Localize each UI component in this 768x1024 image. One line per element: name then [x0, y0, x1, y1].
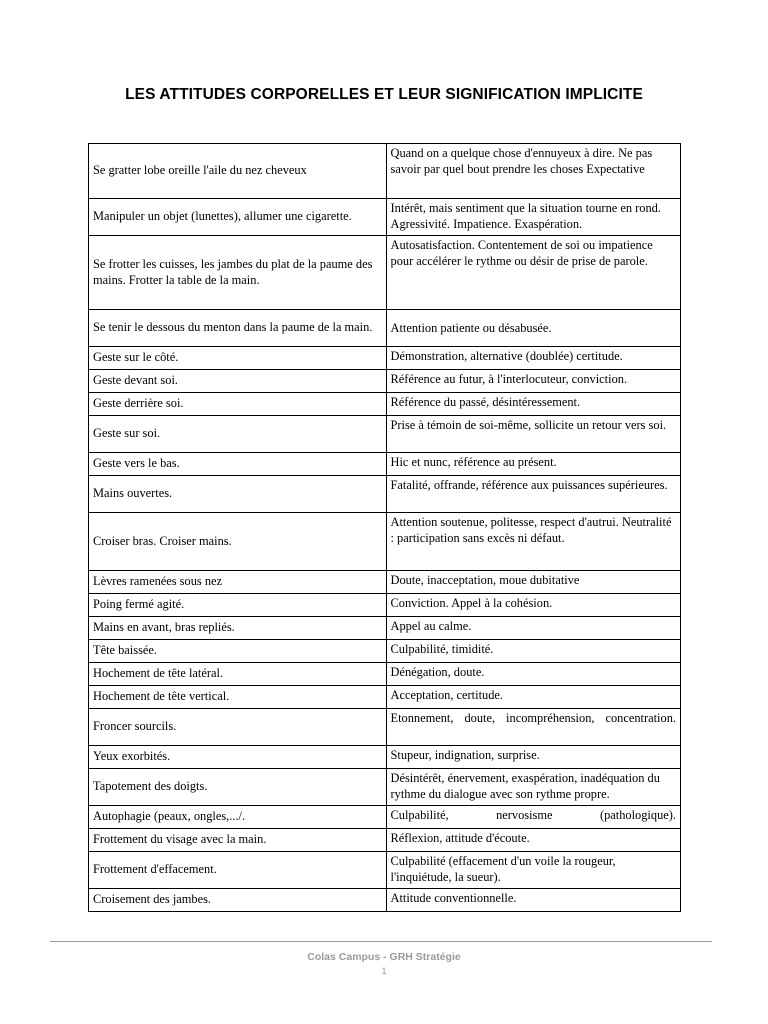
signification-cell: Doute, inacceptation, moue dubitative [386, 571, 681, 594]
attitude-cell: Frottement d'effacement. [89, 852, 387, 889]
signification-cell: Conviction. Appel à la cohésion. [386, 594, 681, 617]
signification-cell: Acceptation, certitude. [386, 686, 681, 709]
attitude-cell: Froncer sourcils. [89, 709, 387, 746]
attitude-cell: Autophagie (peaux, ongles,.../. [89, 806, 387, 829]
signification-cell: Stupeur, indignation, surprise. [386, 746, 681, 769]
signification-cell: Référence du passé, désintéressement. [386, 393, 681, 416]
attitude-cell: Tapotement des doigts. [89, 769, 387, 806]
signification-cell: Intérêt, mais sentiment que la situation tourne en rond. Agressivité. Impatience. Exaspération. [386, 199, 681, 236]
attitude-cell: Croiser bras. Croiser mains. [89, 513, 387, 571]
signification-cell: Quand on a quelque chose d'ennuyeux à dire. Ne pas savoir par quel bout prendre les choses Expectative [386, 144, 681, 199]
signification-cell: Appel au calme. [386, 617, 681, 640]
signification-cell: Autosatisfaction. Contentement de soi ou impatience pour accélérer le rythme ou désir de prise de parole. [386, 236, 681, 310]
signification-cell: Dénégation, doute. [386, 663, 681, 686]
table-row [89, 663, 681, 686]
attitude-cell: Hochement de tête latéral. [89, 663, 387, 686]
attitude-cell: Yeux exorbités. [89, 746, 387, 769]
table-row [89, 889, 681, 912]
attitude-cell: Poing fermé agité. [89, 594, 387, 617]
attitude-cell: Se tenir le dessous du menton dans la paume de la main. [89, 310, 387, 347]
table-row [89, 594, 681, 617]
signification-cell: Etonnement, doute, incompréhension, concentration. [386, 709, 681, 746]
signification-cell: Culpabilité, nervosisme (pathologique). [386, 806, 681, 829]
attitude-cell: Geste derrière soi. [89, 393, 387, 416]
footer-text: Colas Campus - GRH Stratégie [307, 951, 461, 963]
table-row [89, 393, 681, 416]
table-row [89, 513, 681, 571]
footer-divider [50, 941, 712, 942]
table-row [89, 746, 681, 769]
attitude-cell: Geste sur le côté. [89, 347, 387, 370]
signification-cell: Fatalité, offrande, référence aux puissances supérieures. [386, 476, 681, 513]
table-row [89, 806, 681, 829]
table-row [89, 640, 681, 663]
attitude-cell: Geste vers le bas. [89, 453, 387, 476]
signification-cell: Réflexion, attitude d'écoute. [386, 829, 681, 852]
attitude-cell: Se frotter les cuisses, les jambes du plat de la paume des mains. Frotter la table de la main. [89, 236, 387, 310]
attitude-cell: Geste devant soi. [89, 370, 387, 393]
signification-cell: Démonstration, alternative (doublée) certitude. [386, 347, 681, 370]
table-row [89, 829, 681, 852]
attitudes-table [88, 143, 681, 912]
attitude-cell: Lèvres ramenées sous nez [89, 571, 387, 594]
document-title: LES ATTITUDES CORPORELLES ET LEUR SIGNIFICATION IMPLICITE [125, 86, 643, 103]
table-row [89, 370, 681, 393]
table-row [89, 769, 681, 806]
table-row [89, 236, 681, 310]
attitude-cell: Mains en avant, bras repliés. [89, 617, 387, 640]
attitude-cell: Manipuler un objet (lunettes), allumer une cigarette. [89, 199, 387, 236]
table-row [89, 199, 681, 236]
attitude-cell: Tête baissée. [89, 640, 387, 663]
table-row [89, 617, 681, 640]
table-row [89, 453, 681, 476]
attitude-cell: Frottement du visage avec la main. [89, 829, 387, 852]
signification-cell: Référence au futur, à l'interlocuteur, conviction. [386, 370, 681, 393]
table-row [89, 347, 681, 370]
signification-cell: Prise à témoin de soi-même, sollicite un retour vers soi. [386, 416, 681, 453]
table-row [89, 310, 681, 347]
attitude-cell: Croisement des jambes. [89, 889, 387, 912]
signification-cell: Culpabilité (effacement d'un voile la rougeur, l'inquiétude, la sueur). [386, 852, 681, 889]
signification-cell: Hic et nunc, référence au présent. [386, 453, 681, 476]
attitude-cell: Hochement de tête vertical. [89, 686, 387, 709]
signification-cell: Attention patiente ou désabusée. [386, 310, 681, 347]
table-row [89, 571, 681, 594]
attitude-cell: Mains ouvertes. [89, 476, 387, 513]
attitude-cell: Geste sur soi. [89, 416, 387, 453]
signification-cell: Culpabilité, timidité. [386, 640, 681, 663]
table-row [89, 852, 681, 889]
signification-cell: Attitude conventionnelle. [386, 889, 681, 912]
table-row [89, 686, 681, 709]
table-row [89, 709, 681, 746]
table-row [89, 476, 681, 513]
table-row [89, 416, 681, 453]
page-number: 1 [381, 966, 387, 976]
signification-cell: Désintérêt, énervement, exaspération, inadéquation du rythme du dialogue avec son rythme propre. [386, 769, 681, 806]
attitude-cell: Se gratter lobe oreille l'aile du nez cheveux [89, 144, 387, 199]
signification-cell: Attention soutenue, politesse, respect d'autrui. Neutralité : participation sans excès ni défaut. [386, 513, 681, 571]
table-row [89, 144, 681, 199]
